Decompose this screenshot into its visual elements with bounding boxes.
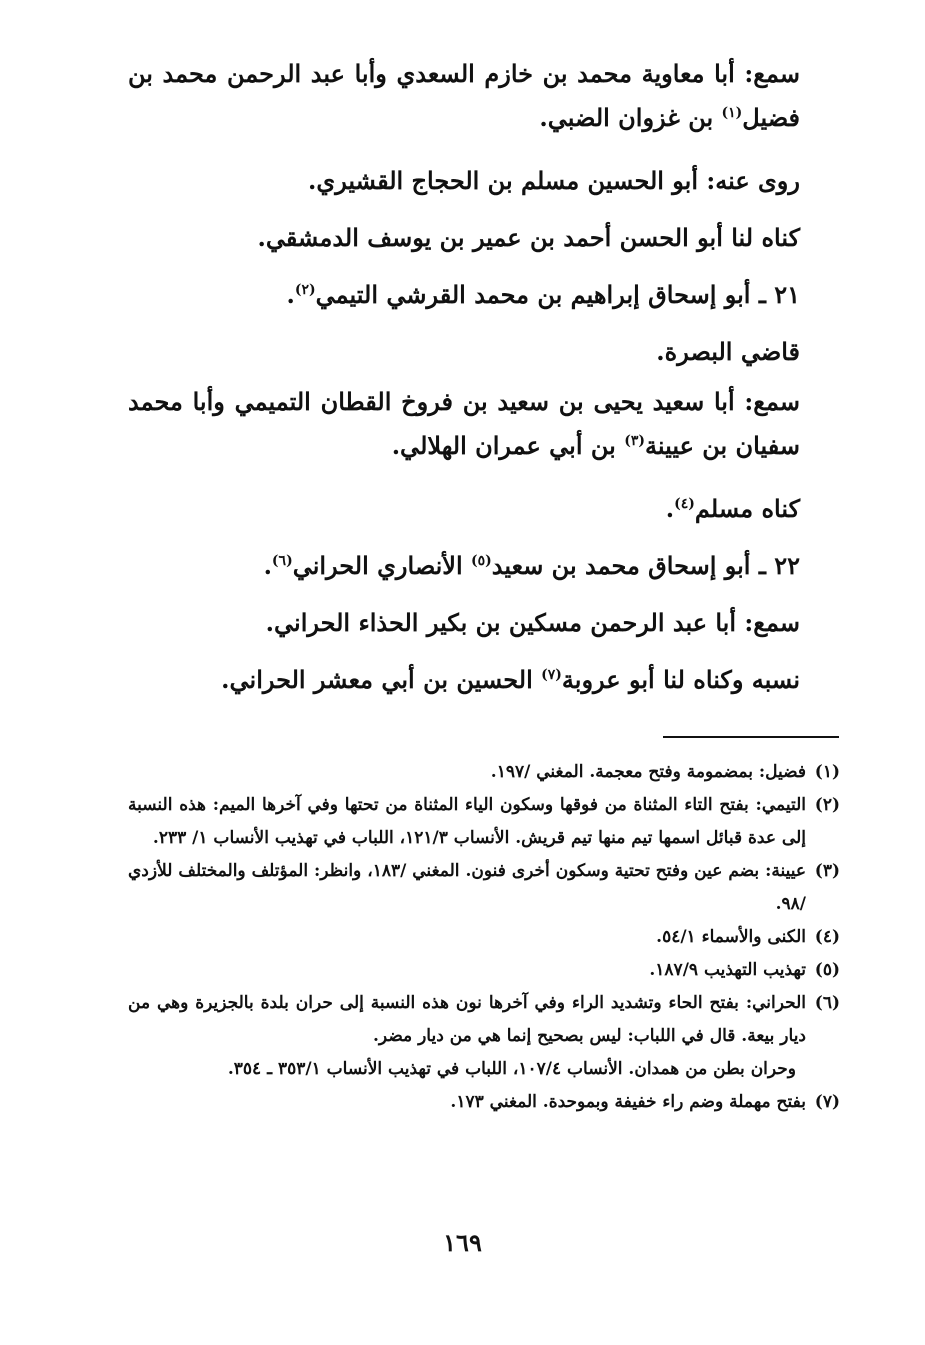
- footnote-ref-7: (٧): [541, 667, 562, 683]
- footnote-ref-6: (٦): [271, 553, 293, 569]
- footnote-divider: [663, 736, 839, 738]
- paragraph-nasabahu: نسبه وكناه لنا أبو عروبة$^{(٧)}$ الحسين بن أبي معشر الحراني.: [221, 665, 800, 694]
- footnote-6: (٦) الحراني: بفتح الحاء وتشديد الراء وفي آخرها نون هذه النسبة إلى حران بلدة بالجزيرة وهي من ديار بيعة. قال في اللباب: ليس بصحيح إنما هي من ديار مضر.: [128, 993, 840, 1046]
- footnote-7: (٧) بفتح مهملة وضم راء خفيفة وبموحدة. المغني ١٧٣.: [450, 1092, 840, 1112]
- footnote-4: (٤) الكنى والأسماء ٥٤/١.: [656, 927, 840, 947]
- paragraph-rawa-anhu: روى عنه: أبو الحسين مسلم بن الحجاج القشيري.: [308, 166, 800, 195]
- paragraph-kunyah-1: كناه لنا أبو الحسن أحمد بن عمير بن يوسف الدمشقي.: [257, 223, 800, 252]
- paragraph-sami-3: سمع: أبا عبد الرحمن مسكين بن بكير الحذاء الحراني.: [265, 608, 800, 637]
- page-number: ١٦٩: [443, 1228, 482, 1257]
- footnote-ref-1: (١): [721, 105, 743, 121]
- entry-number-22: ٢٢ ـ: [758, 551, 800, 580]
- paragraph-sami-2: سمع: أبا سعيد يحيى بن سعيد بن فروخ القطان التميمي وأبا محمد سفيان بن عيينة$^{(٣)}$ بن أبي عمران الهلالي.: [128, 387, 800, 460]
- footnote-ref-5: (٥): [471, 553, 492, 569]
- footnote-ref-2: (٢): [294, 282, 316, 298]
- footnote-ref-4: (٤): [674, 496, 695, 512]
- paragraph-qadi: قاضي البصرة.: [656, 337, 800, 366]
- entry-22-heading: ٢٢ ـ أبو إسحاق محمد بن سعيد$^{(٥)}$ الأنصاري الحراني$^{(٦)}$.: [263, 551, 800, 580]
- footnote-3: (٣) عيينة: بضم عين وفتح تحتية وسكون أخرى فنون. المغني /١٨٣، وانظر: المؤتلف والمختلف للأزدي /٩٨.: [128, 861, 840, 914]
- footnote-5: (٥) تهذيب التهذيب ١٨٧/٩.: [649, 960, 840, 980]
- footnote-1: (١) فضيل: بمضمومة وفتح معجمة. المغني /١٩٧.: [490, 762, 840, 782]
- paragraph-kunyah-2: كناه مسلم$^{(٤)}$.: [665, 494, 800, 523]
- footnote-6-continuation: وحران بطن من همدان. الأنساب ١٠٧/٤، اللباب في تهذيب الأنساب ٣٥٣/١ ـ ٣٥٤.: [227, 1059, 796, 1079]
- main-text: [128, 52, 840, 708]
- footnote-ref-3: (٣): [624, 433, 645, 449]
- paragraph-sami-1: سمع: أبا معاوية محمد بن خازم السعدي وأبا عبد الرحمن محمد بن فضيل$^{(١)}$ بن غزوان الضبي.: [128, 59, 800, 132]
- entry-21-heading: ٢١ ـ أبو إسحاق إبراهيم بن محمد القرشي التيمي$^{(٢)}$.: [286, 280, 800, 309]
- footnote-2: (٢) التيمي: بفتح التاء المثناة من فوقها وسكون الياء المثناة من تحتها وفي آخرها الميم: هذه النسبة إلى عدة قبائل اسمها تيم منها تيم قريش. الأنساب ١٢١/٣، اللباب في تهذيب الأنساب ١/ ٢٣٣.: [128, 795, 840, 848]
- footnotes: [128, 756, 840, 1119]
- entry-number-21: ٢١ ـ: [758, 280, 800, 309]
